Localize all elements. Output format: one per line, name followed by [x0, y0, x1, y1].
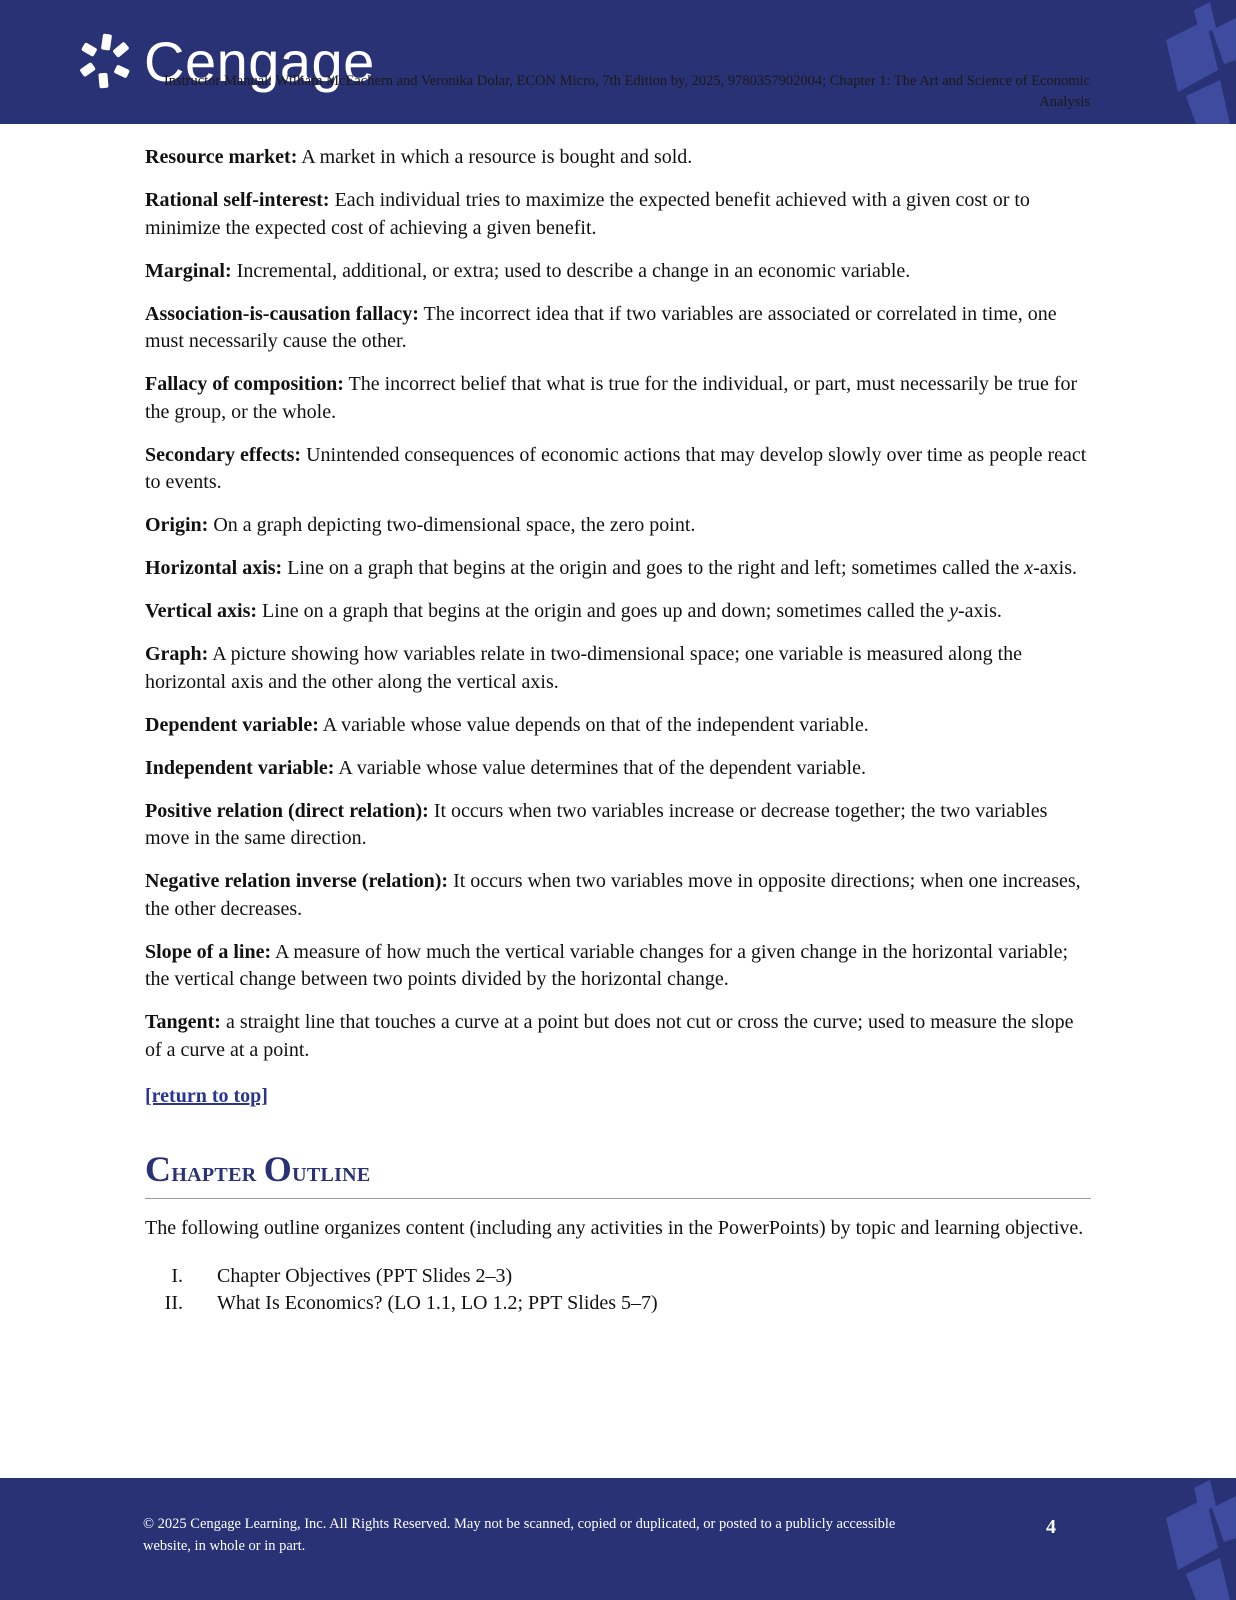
glossary-term: Association-is-causation fallacy:: [145, 302, 419, 325]
glossary-entry: [145, 187, 1091, 242]
outline-item-text: What Is Economics? (LO 1.1, LO 1.2; PPT Slides 5–7): [217, 1292, 658, 1314]
page-header: [0, 0, 1236, 124]
glossary-term: Tangent:: [145, 1011, 221, 1033]
glossary-definition: Each individual tries to maximize the expected benefit achieved with a given cost or to minimize the expected cost of achieving a given benefit.: [145, 189, 1030, 239]
outline-item: [145, 1290, 1091, 1318]
header-caption: Instructor Manual: William McEachern and Veronika Dolar, ECON Micro, 7th Edition by, 2025, 9780357902004; Chapter 1: The Art and Science of Economic Analysis: [163, 73, 1090, 110]
glossary-definition: a straight line that touches a curve at a point but does not cut or cross the curve; used to measure the slope of a curve at a point.: [145, 1011, 1074, 1061]
glossary-entry: [145, 555, 1091, 583]
glossary-term: Secondary effects:: [145, 443, 302, 466]
glossary-definition: A measure of how much the vertical variable changes for a given change in the horizontal variable; the vertical change between two points divided by the horizontal change.: [145, 940, 1069, 990]
glossary-term: Rational self-interest:: [145, 189, 330, 211]
glossary-entry: [145, 798, 1091, 853]
glossary-definition: A variable whose value determines that of the dependent variable.: [334, 756, 866, 779]
glossary-term: Vertical axis:: [145, 600, 258, 622]
glossary-entry: [145, 598, 1091, 626]
glossary-term: Slope of a line:: [145, 940, 272, 963]
page-footer: [0, 1478, 1236, 1600]
glossary-entry: [145, 712, 1091, 740]
return-to-top-link[interactable]: [return to top]: [145, 1084, 268, 1107]
chapter-outline-list: [145, 1263, 1091, 1318]
glossary-entry: [145, 371, 1091, 426]
document-body: [145, 144, 1091, 1318]
cengage-burst-icon: [74, 30, 138, 94]
glossary-definition: It occurs when two variables increase or decrease together; the two variables move in the same direction.: [145, 799, 1048, 849]
glossary-definition: Incremental, additional, or extra; used to describe a change in an economic variable.: [231, 259, 911, 282]
glossary-entry: [145, 868, 1091, 923]
glossary-term: Fallacy of composition:: [145, 373, 344, 395]
glossary-italic-variable: x: [1024, 557, 1034, 579]
glossary-entry: [145, 939, 1091, 994]
outline-item-number: I.: [171, 1264, 183, 1287]
glossary-term: Resource market:: [145, 146, 298, 168]
glossary-definition-end: -axis.: [1033, 557, 1078, 579]
glossary-definition: The incorrect belief that what is true for the individual, or part, must necessarily be true for the group, or the whole.: [145, 373, 1078, 423]
cengage-wordmark: Cengage: [144, 30, 375, 93]
glossary-definition: A market in which a resource is bought and sold.: [297, 146, 693, 168]
glossary-entry: [145, 144, 1091, 172]
glossary-term: Graph:: [145, 643, 209, 665]
glossary-entry: [145, 258, 1091, 286]
outline-item: [145, 1263, 1091, 1291]
glossary-definition: On a graph depicting two-dimensional space, the zero point.: [208, 514, 696, 536]
page-number: 4: [1046, 1516, 1056, 1538]
glossary-definition: A picture showing how variables relate in two-dimensional space; one variable is measured along the horizontal axis and the other along the vertical axis.: [145, 643, 1022, 693]
outline-item-text: Chapter Objectives (PPT Slides 2–3): [217, 1264, 513, 1287]
corner-decoration-icon: [1146, 0, 1236, 124]
glossary-term: Negative relation inverse (relation):: [145, 870, 449, 892]
glossary-term: Independent variable:: [145, 756, 335, 779]
glossary-entry: [145, 301, 1091, 356]
glossary-definition: Line on a graph that begins at the origin and goes up and down; sometimes called the: [257, 600, 950, 622]
glossary-entry: [145, 512, 1091, 540]
outline-item-number: II.: [164, 1292, 183, 1314]
glossary-definition: The incorrect idea that if two variables are associated or correlated in time, one must necessarily cause the other.: [145, 302, 1057, 352]
glossary-definition: A variable whose value depends on that of the independent variable.: [318, 713, 869, 736]
glossary-term: Horizontal axis:: [145, 557, 283, 579]
glossary-term: Origin:: [145, 514, 209, 536]
glossary-definition: Unintended consequences of economic actions that may develop slowly over time as people react to events.: [145, 443, 1087, 493]
chapter-outline-heading: Chapter Outline: [145, 1150, 1091, 1199]
chapter-outline-intro: The following outline organizes content (including any activities in the PowerPoints) by topic and learning objective.: [145, 1217, 1084, 1239]
glossary-term: Dependent variable:: [145, 713, 319, 736]
copyright-notice: © 2025 Cengage Learning, Inc. All Rights Reserved. May not be scanned, copied or duplicated, or posted to a publicly accessible website, in whole or in part.: [143, 1516, 896, 1554]
glossary-term: Marginal:: [145, 259, 232, 282]
glossary-definition: Line on a graph that begins at the origin and goes to the right and left; sometimes called the: [282, 557, 1025, 579]
glossary-entry: [145, 442, 1091, 497]
glossary-definition: It occurs when two variables move in opposite directions; when one increases, the other decreases.: [145, 870, 1081, 920]
glossary-italic-variable: y: [949, 600, 958, 622]
glossary-definition-end: -axis.: [957, 600, 1002, 622]
glossary-entry: [145, 641, 1091, 696]
glossary-entry: [145, 755, 1091, 783]
glossary-term: Positive relation (direct relation):: [145, 799, 429, 822]
glossary-entry: [145, 1009, 1091, 1064]
corner-decoration-icon: [1146, 1478, 1236, 1600]
